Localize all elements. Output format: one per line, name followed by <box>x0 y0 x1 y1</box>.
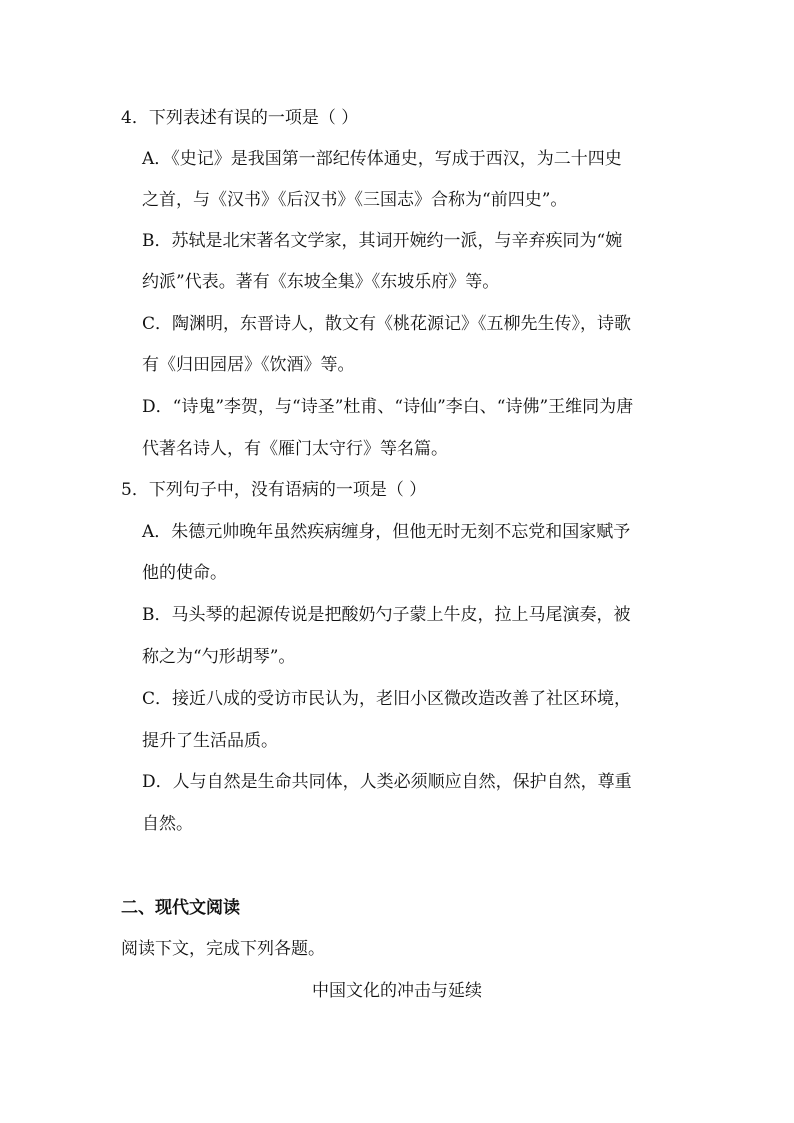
q4-option-d-line2: 代著名诗人，有《雁门太守行》等名篇。 <box>142 439 448 459</box>
q4-option-b-line2: 约派”代表。著有《东坡全集》《东坡乐府》等。 <box>142 272 500 292</box>
q5-option-c-line2: 提升了生活品质。 <box>142 731 278 751</box>
q5-option-c-line1: C．接近八成的受访市民认为，老旧小区微改造改善了社区环境， <box>142 689 632 709</box>
q4-option-d-line1: D．“诗鬼”李贺，与“诗圣”杜甫、“诗仙”李白、“诗佛”王维同为唐 <box>142 397 634 417</box>
q5-option-a-line1: A．朱德元帅晚年虽然疾病缠身，但他无时无刻不忘党和国家赋予 <box>142 522 631 542</box>
q5-option-b-line2: 称之为“勺形胡琴”。 <box>142 647 296 667</box>
q4-option-b-line1: B．苏轼是北宋著名文学家，其词开婉约一派，与辛弃疾同为“婉 <box>142 231 623 251</box>
q5-option-d-line1: D．人与自然是生命共同体，人类必须顺应自然，保护自然，尊重 <box>142 772 632 792</box>
q5-option-b-line1: B．马头琴的起源传说是把酸奶勺子蒙上牛皮，拉上马尾演奏，被 <box>142 605 631 625</box>
q4-option-a-line1: A．《史记》是我国第一部纪传体通史，写成于西汉，为二十四史 <box>142 149 622 169</box>
q4-option-c-line1: C．陶渊明，东晋诗人，散文有《桃花源记》《五柳先生传》，诗歌 <box>142 314 632 334</box>
section-heading: 二、现代文阅读 <box>121 898 240 918</box>
q4-option-a-line2: 之首，与《汉书》《后汉书》《三国志》合称为“前四史”。 <box>142 190 568 210</box>
question-5-stem: 5．下列句子中，没有语病的一项是（ ） <box>121 480 427 500</box>
q5-option-a-line2: 他的使命。 <box>142 563 227 583</box>
q4-option-c-line2: 有《归田园居》《饮酒》等。 <box>142 355 355 375</box>
article-title: 中国文化的冲击与延续 <box>312 981 482 1001</box>
q5-option-d-line2: 自然。 <box>142 814 193 834</box>
section-instruction: 阅读下文，完成下列各题。 <box>121 939 325 959</box>
question-4-stem: 4．下列表述有误的一项是（ ） <box>121 108 359 128</box>
